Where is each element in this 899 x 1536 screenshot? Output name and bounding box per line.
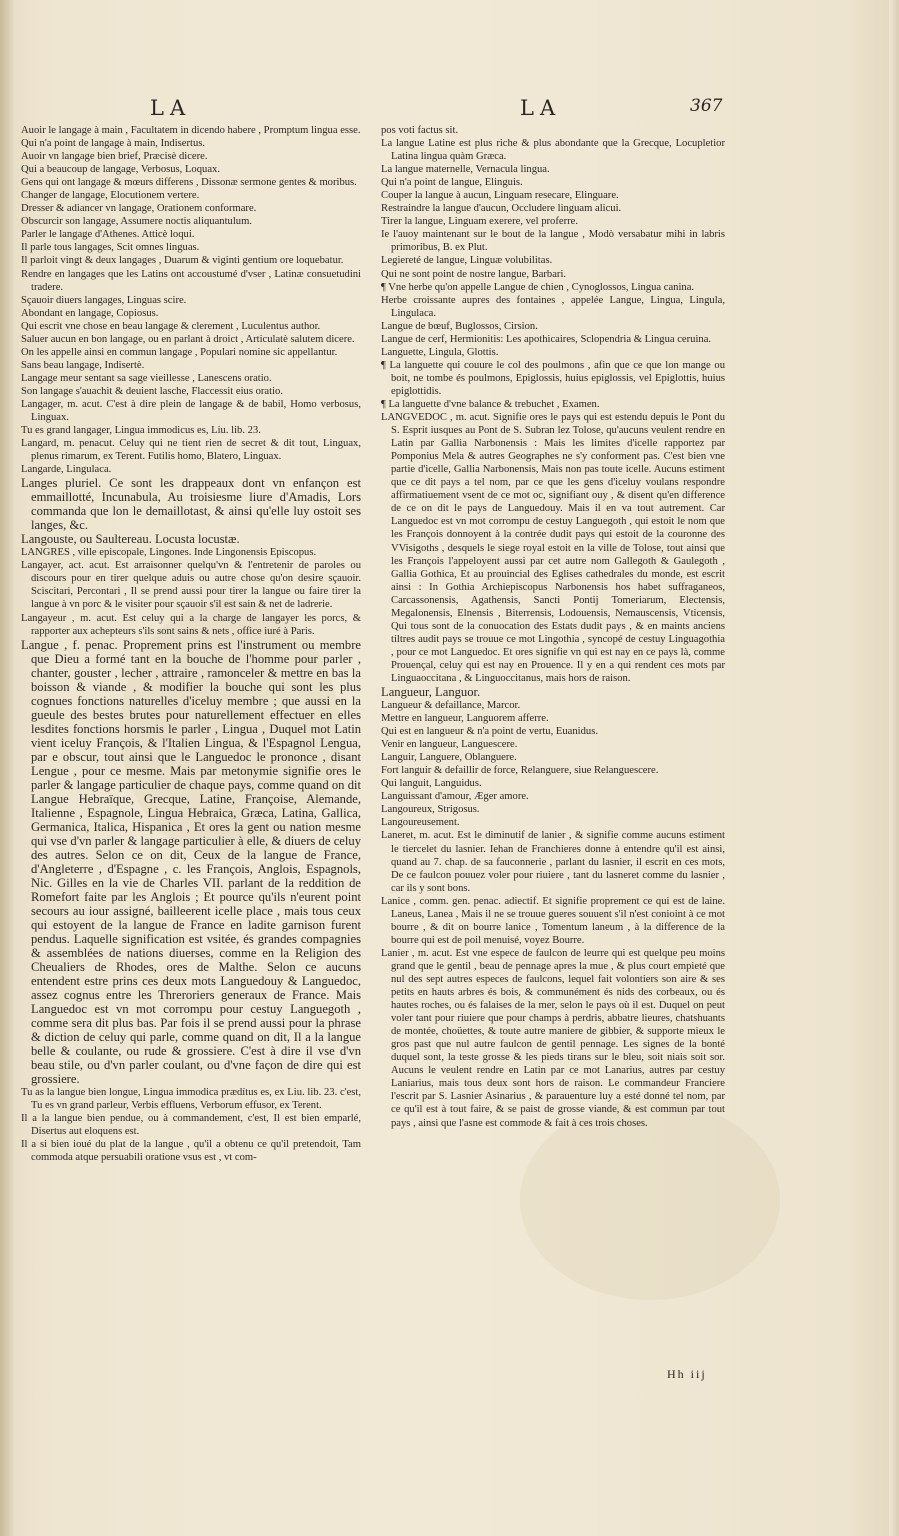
running-head-right: LA: [520, 96, 562, 120]
dictionary-entry: Il parloit vingt & deux langages , Duarum & viginti gentium ore loquebatur.: [21, 255, 344, 267]
dictionary-entry: Langes pluriel. Ce sont les drappeaux dont vn enfançon est emmaillotté, Incunabula, Au troisiesme liure d'Amadis, Lors commanda que lon le demaillotast, & ainsi qu'elle luy ostoit ses langes, &c.: [21, 476, 361, 533]
gutter-shadow: [0, 0, 14, 1536]
dictionary-entry: Langager, m. acut. C'est à dire plein de langage & de babil, Homo verbosus, Linguax.: [21, 398, 361, 424]
dictionary-entry: Rendre en langages que les Latins ont accoustumé d'vser , Latinæ consuetudini tradere.: [21, 268, 361, 293]
dictionary-entry: Il parle tous langages, Scit omnes linguas.: [21, 242, 200, 254]
dictionary-entry: La langue maternelle, Vernacula lingua.: [381, 164, 550, 176]
right-column: [381, 124, 725, 1130]
dictionary-entry: Son langage s'auachit & deuient lasche, Flaccessit eius oratio.: [21, 385, 283, 397]
dictionary-entry: ¶ La languette qui couure le col des poulmons , afin que ce que lon mange ou boit, ne tombe és poulmons, Epiglossis, huius epiglossis, vel Epiglottis, huius epiglottidis.: [381, 359, 725, 397]
dictionary-entry: Languir, Languere, Oblanguere.: [381, 752, 517, 764]
dictionary-entry: Legiereté de langue, Linguæ volubilitas.: [381, 255, 553, 267]
dictionary-entry: Qui ne sont point de nostre langue, Barbari.: [381, 268, 567, 280]
dictionary-entry: Changer de langage, Elocutionem vertere.: [21, 190, 200, 202]
dictionary-entry: Qui languit, Languidus.: [381, 778, 482, 790]
dictionary-entry: Herbe croissante aupres des fontaines , appelée Langue, Lingua, Lingula, Lingulaca.: [381, 294, 725, 319]
dictionary-entry: Langarde, Lingulaca.: [21, 464, 112, 476]
dictionary-entry: Parler le langage d'Athenes. Atticè loqui.: [21, 229, 195, 241]
dictionary-entry: Qui n'a point de langue, Elinguis.: [381, 177, 523, 189]
page-edge: [889, 0, 899, 1536]
dictionary-entry: Langayer, act. acut. Est arraisonner quelqu'vn & l'entretenir de paroles ou discours pour en tirer quelque aduis ou autre chose qu'on desire sçauoir. Sciscitari, Percontari , Il se prend aussi pour tirer la langue ou faire tirer la langue à vn porc & le visiter pour sçauoir s'il est sain & net de ladrerie.: [21, 560, 361, 611]
dictionary-entry: Fort languir & defaillir de force, Relanguere, siue Relanguescere.: [381, 765, 659, 777]
dictionary-entry: Ie l'auoy maintenant sur le bout de la langue , Modò versabatur mihi in labris primoribus, B. ex Plut.: [381, 229, 725, 254]
dictionary-entry: Restraindre la langue d'aucun, Occludere linguam alicui.: [381, 203, 622, 215]
dictionary-entry: Langue de bœuf, Buglossos, Cirsion.: [381, 320, 538, 332]
dictionary-entry: Langoureux, Strigosus.: [381, 804, 480, 816]
paper-stain: [520, 1100, 780, 1300]
dictionary-entry: Qui a beaucoup de langage, Verbosus, Loquax.: [21, 164, 220, 176]
dictionary-entry: Auoir le langage à main , Facultatem in dicendo habere , Promptum lingua esse.: [21, 125, 361, 136]
dictionary-entry: pos voti factus sit.: [381, 125, 459, 136]
dictionary-entry: Langue , f. penac. Proprement prins est l'instrument ou membre que Dieu a formé tant en la bouche de l'homme pour parler , chanter, gouster , lecher , attraire , ramonceler & mettre en bas la boisson & viande , & modifier la bouche qui sont les plus cognues fonctions naturelles d'iceluy membre ; que aussi en la gueule des bestes brutes pour naturellement effectuer en elles lesdites fonctions horsmis le parler , Lingua , Duquel mot Latin vient iceluy François, & l'Italien Lingua, & l'Espagnol Lengua, par e obscur, tout ainsi que le Languedoc le prononce , disant Lengue , pour ce mesme. Mais par metonymie signifie ores le parler & langage particulier de chaque pays, comme quand on dit Langue Hebraïque, Grecque, Latine, Françoise, Alemande, Italienne , Espagnole, Lingua Hebraica, Græca, Latina, Gallica, Germanica, Italica, Hispanica , Et ores la gent ou nation mesme qui vse d'vn parler & langage particulier à elle, & diuers de celuy des autres. Selon ce on dit, Ceux de la langue de France, d'Angleterre , d'Espagne , c. les François, Anglois, Espagnols, Nic. Gilles en la vie de Charles VII. parlant de la reddition de Romefort faite par les Anglois ; Et pource qu'ils n'eurent point secours au iour assigné, bailleerent icelle place , mais tous ceux qui estoyent de la langue de France en ladite garnison furent pendus. Laquelle signification est vsitée, és grandes compagnies & assemblées de nations diuerses, comme en la Religion des Cheualiers de Rhodes, ores de Malthe. Selon ce aucuns entendent estre prins ces deux mots Languedouy & Languedoc, assez cognus entre les Threroriers generaux de France. Mais Languedoc est vn mot corrompu pour cestuy Languegoth , comme sera dit plus bas. Par fois il se prend aussi pour la phrase & diction de celuy qui parle, comme quand on dit, Il a la langue belle & coulante, ou rude & grossiere. C'est à dire il vse d'vn beau stile, ou d'vn parler coulant, ou d'vne façon de dire qui est grossiere.: [21, 637, 361, 1086]
dictionary-entry: On les appelle ainsi en commun langage , Populari nomine sic appellantur.: [21, 346, 338, 358]
dictionary-entry: Tu es grand langager, Lingua immodicus es, Liu. lib. 23.: [21, 425, 261, 437]
dictionary-entry: ¶ Vne herbe qu'on appelle Langue de chien , Cynoglossos, Lingua canina.: [381, 281, 695, 293]
dictionary-entry: Qui est en langueur & n'a point de vertu, Euanidus.: [381, 726, 598, 738]
dictionary-entry: Auoir vn langage bien brief, Præcisè dicere.: [21, 151, 208, 163]
dictionary-entry: La langue Latine est plus riche & plus abondante que la Grecque, Locupletior Latina lingua quàm Græca.: [381, 138, 725, 163]
dictionary-entry: Qui n'a point de langage à main, Indisertus.: [21, 138, 206, 150]
dictionary-entry: Langueur & defaillance, Marcor.: [381, 700, 521, 712]
dictionary-entry: Langayeur , m. acut. Est celuy qui a la charge de langayer les porcs, & rapporter aux achepteurs s'ils sont sains & nets , office iuré à Paris.: [21, 612, 361, 637]
signature-mark: Hh iij: [667, 1367, 707, 1381]
dictionary-entry: Languissant d'amour, Æger amore.: [381, 791, 529, 803]
dictionary-entry: Langage meur sentant sa sage vieillesse , Lanescens oratio.: [21, 372, 272, 384]
dictionary-entry: Langoureusement.: [381, 817, 460, 829]
dictionary-entry: LANGVEDOC , m. acut. Signifie ores le pays qui est estendu depuis le Pont du S. Esprit iusques au Pont de S. Subran lez Tolose, qu'aucuns veulent rendre en Latin par Gallia Narbonensis : Mais les limites d'icelle rapportez par Pomponius Mela & autres Geographes ne s'y conforment pas. C'est bien vne partie d'icelle, Gallia Narbonensis, Mais non pas toute icelle. Aucuns estiment que ce dit pays a tel nom, par ce que les gens d'iceluy voulans respondre affirmatiuement vsent de ce mot oc, signifiant ouy , & disent qu'en difference de ce on dit le pays de Languedouy. Mais il en va tout autrement. Car Languedoc est vn mot corrompu de cestuy Languegoth , qui estoit le nom que les François donnoyent à la contrée dudit pays qui estoit de la couronne des VVisigoths , desquels le siege royal estoit en la ville de Tolose, tout ainsi que les François l'appeloyent aussi par cet autre nom Gallegoth & Gaulegoth , Gallia Gothica, Et au prouincial des Eglises cathedrales du monde, est escrit ainsi : In Gothia Archiepiscopus Narbonensis hos habet suffraganeos, Carcassonensis, Agathensis, Sancti Pontij Tomeriarum, Electensis, Megalonensis, Elnensis , Biterrensis, Lodouensis, Nemauscensis, Vticensis, Qui tous sont de la conuocation des Estats dudit pays , & en maints anciens tiltres audit pays se trouue ce mot Lingothia , syncopé de cestuy Linguagothia , pour ce mot Languedoc. Et ores signifie vn qui est nay en ce pays là, comme Prouençal, celuy qui est nay en Prouence. Il y en a qui rendent ces mots par Linguaoccitana , & Linguoccitanus, mais hors de raison.: [381, 412, 725, 684]
left-column: [21, 124, 361, 1164]
dictionary-entry: Tu as la langue bien longue, Lingua immodica prædítus es, ex Liu. lib. 23. c'est, Tu es vn grand parleur, Verbis effluens, Verborum effusor, ex Terent.: [21, 1086, 361, 1111]
dictionary-entry: Lanice , comm. gen. penac. adiectif. Et signifie proprement ce qui est de laine. Laneus, Lanea , Mais il ne se trouue gueres souuent s'il n'est conioint à ce mot bourre , & dit on bourre lanice , Tomentum laneum , à la difference de la bourre qui est de poil menuisé, voyez Bourre.: [381, 895, 725, 946]
dictionary-entry: Langouste, ou Saultereau. Locusta locustæ.: [21, 532, 240, 547]
running-head-left: LA: [150, 96, 192, 120]
dictionary-entry: Langueur, Languor.: [381, 685, 481, 700]
dictionary-entry: LANGRES , ville episcopale, Lingones. Inde Lingonensis Episcopus.: [21, 547, 317, 559]
dictionary-entry: Laneret, m. acut. Est le diminutif de lanier , & signifie comme aucuns estiment le tiercelet du lasnier. Iehan de Franchieres donne à entendre qu'il est ainsi, quand au 7. chap. de sa fauconnerie , parlant du lasnier, il escrit en ces mots, De ce faulcon pouuez voler pour riuiere , tant du lasneret comme du lasnier , car ils y sont bons.: [381, 830, 725, 894]
dictionary-entry: Qui escrit vne chose en beau langage & clerement , Luculentus author.: [21, 320, 321, 332]
dictionary-entry: Obscurcir son langage, Assumere noctis aliquantulum.: [21, 216, 252, 228]
dictionary-entry: Il a si bien ioué du plat de la langue , qu'il a obtenu ce qu'il pretendoit, Tam commoda atque persuabili oratione vsus est , vt com-: [21, 1138, 361, 1163]
dictionary-entry: Venir en langueur, Languescere.: [381, 739, 518, 751]
dictionary-entry: Sçauoir diuers langages, Linguas scire.: [21, 294, 187, 306]
dictionary-entry: Saluer aucun en bon langage, ou en parlant à droict , Articulatè salutem dicere.: [21, 333, 355, 345]
dictionary-entry: Lanier , m. acut. Est vne espece de faulcon de leurre qui est quelque peu moins grand que le gentil , beau de pennage apres la mue , & plus court empieté que nul des sept autres especes de faulcons, lequel fait volontiers son aire & ses petits en hauts arbres és bois, & communément és nids des corbeaux, ou és hautes roches, ou és falaises de la mer, selon le pays où il est. Duquel on peut voler tant pour riuiere que pour champs à perdris, abbatre lieures, chatshuants de montée, choüettes, & toute autre maniere de gibbier, & supporte mieux le gros past que nul autre faulcon de gentil pennage. Les signes de la bonté duquel sont, la teste grosse & les pieds tirans sur le bleu, soit niais soit sor. Aucuns le veulent rendre en Latin par ce mot Lanarius, autres par cestuy Laniarius, mais tous deux sont hors de raison. Le commandeur Franciere l'escrit par S. Lasnier Asinarius , & parauenture luy a esté donné tel nom, par ce qu'il est à tout faire, & se paist de grosse viande, & est commun par tout pays , ainsi que l'asne est commode & fait à ces trois choses.: [381, 947, 725, 1129]
dictionary-entry: Sans beau langage, Indisertè.: [21, 359, 145, 371]
dictionary-entry: Abondant en langage, Copiosus.: [21, 307, 159, 319]
page-number: 367: [690, 96, 723, 116]
dictionary-entry: Couper la langue à aucun, Linguam resecare, Elinguare.: [381, 190, 619, 202]
dictionary-entry: Il a la langue bien pendue, ou à commandement, c'est, Il est bien emparlé, Disertus aut eloquens est.: [21, 1112, 361, 1137]
dictionary-entry: Langard, m. penacut. Celuy qui ne tient rien de secret & dit tout, Linguax, plenus rimarum, ex Terent. Futilis homo, Blatero, Linguax.: [21, 438, 361, 463]
dictionary-entry: Gens qui ont langage & mœurs differens , Dissonæ sermone gentes & moribus.: [21, 177, 357, 189]
dictionary-entry: Langue de cerf, Hermionitis: Les apothicaires, Sclopendria & Lingua ceruina.: [381, 333, 712, 345]
dictionary-entry: Dresser & adiancer vn langage, Orationem conformare.: [21, 203, 257, 215]
dictionary-entry: Tirer la langue, Linguam exerere, vel proferre.: [381, 216, 578, 228]
dictionary-entry: ¶ La languette d'vne balance & trebuchet , Examen.: [381, 398, 600, 410]
dictionary-entry: Languette, Lingula, Glottis.: [381, 346, 499, 358]
dictionary-entry: Mettre en langueur, Languorem afferre.: [381, 713, 549, 725]
